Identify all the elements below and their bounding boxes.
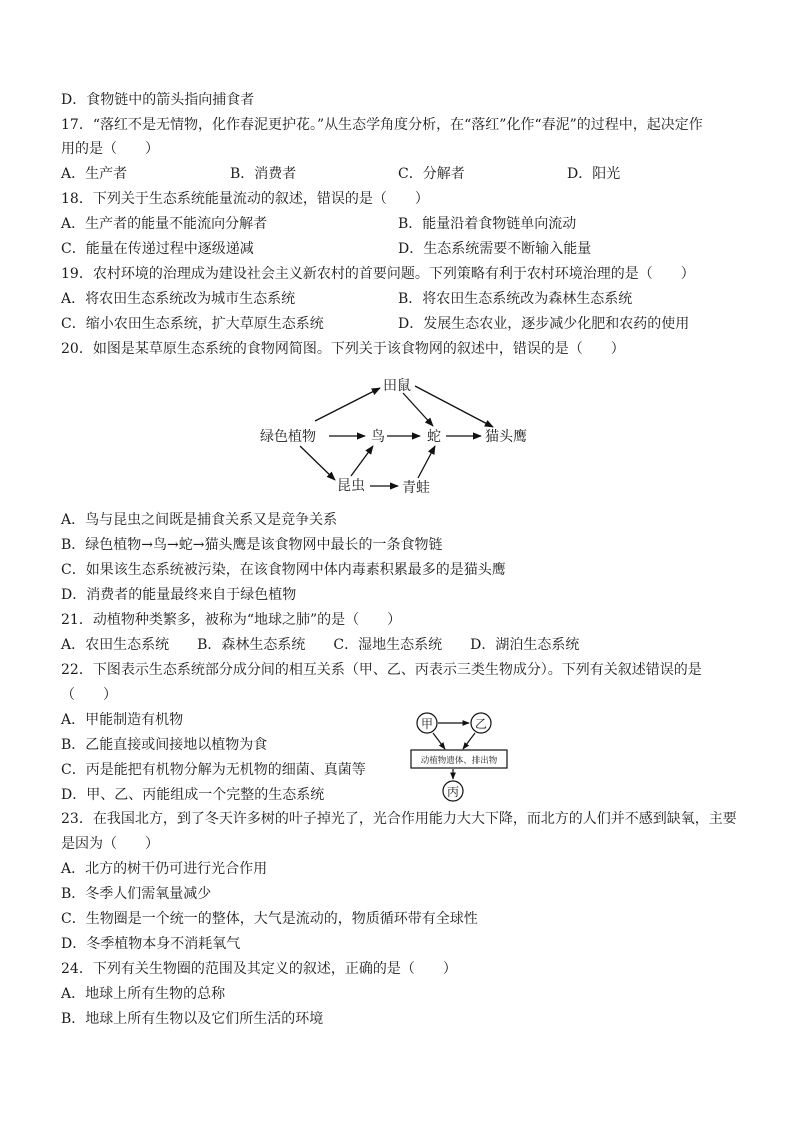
q22-option-c: C．丙是能把有机物分解为无机物的细菌、真菌等 xyxy=(61,762,366,778)
q20-option-b: B．绿色植物→鸟→蛇→猫头鹰是该食物网中最长的一条食物链 xyxy=(61,537,443,553)
q22-option-d: D．甲、乙、丙能组成一个完整的生态系统 xyxy=(61,787,325,803)
q18-option-b: B．能量沿着食物链单向流动 xyxy=(398,216,577,232)
q18-option-a: A．生产者的能量不能流向分解者 xyxy=(61,216,268,232)
q22-stem-line1: 22．下图表示生态系统部分成分间的相互关系（甲、乙、丙表示三类生物成分）。下列有关叙述错误的是 xyxy=(61,662,702,678)
node-snake: 蛇 xyxy=(427,429,441,445)
q19-option-b: B．将农田生态系统改为森林生态系统 xyxy=(398,291,633,307)
q17-stem-line2: 用的是（ ） xyxy=(61,141,159,157)
q17-option-d: D．阳光 xyxy=(567,166,621,182)
ecosystem-components-diagram xyxy=(405,708,520,806)
q18-stem: 18．下列关于生态系统能量流动的叙述，错误的是（ ） xyxy=(61,191,429,207)
q22-option-a: A．甲能制造有机物 xyxy=(61,712,184,728)
arrow-jia-to-box xyxy=(433,733,445,749)
arrow-plant-to-mouse xyxy=(315,388,380,421)
q20-option-c: C．如果该生态系统被污染，在该食物网中体内毒素积累最多的是猫头鹰 xyxy=(61,562,506,578)
arrow-frog-to-snake xyxy=(418,446,435,478)
q19-option-d: D．发展生态农业，逐步减少化肥和农药的使用 xyxy=(398,316,690,332)
q17-option-b: B．消费者 xyxy=(230,166,297,182)
node-bing-label: 丙 xyxy=(446,785,460,799)
node-yi-label: 乙 xyxy=(474,717,488,731)
q21-options: A．农田生态系统 B．森林生态系统 C．湿地生态系统 D．湖泊生态系统 xyxy=(61,637,580,653)
q17-option-c: C．分解者 xyxy=(398,166,465,182)
food-web-diagram xyxy=(255,368,545,503)
remains-box-label: 动植物遗体、排出物 xyxy=(420,756,498,766)
q23-stem-line1: 23．在我国北方，到了冬天许多树的叶子掉光了，光合作用能力大大下降，而北方的人们并不感到缺氧，主要 xyxy=(61,811,737,827)
q23-option-b: B．冬季人们需氧量减少 xyxy=(61,886,212,902)
q23-option-d: D．冬季植物本身不消耗氧气 xyxy=(61,936,241,952)
arrow-mouse-to-owl xyxy=(415,386,493,427)
q23-option-a: A．北方的树干仍可进行光合作用 xyxy=(61,861,268,877)
arrow-mouse-to-snake xyxy=(403,393,433,426)
q19-stem: 19．农村环境的治理成为建设社会主义新农村的首要问题。下列策略有利于农村环境治理的是（ ） xyxy=(61,266,695,282)
arrow-plant-to-insect xyxy=(300,446,335,480)
node-insect: 昆虫 xyxy=(337,478,365,494)
q20-stem: 20．如图是某草原生态系统的食物网简图。下列关于该食物网的叙述中，错误的是（ ） xyxy=(61,341,625,357)
arrow-yi-to-box xyxy=(463,733,475,749)
q17-stem-line1: 17．“落红不是无情物，化作春泥更护花。”从生态学角度分析，在“落红”化作“春泥”的过程中，起决定作 xyxy=(61,117,703,133)
q19-option-a: A．将农田生态系统改为城市生态系统 xyxy=(61,291,296,307)
q17-option-a: A．生产者 xyxy=(61,166,128,182)
arrow-insect-to-bird xyxy=(351,446,373,476)
q23-stem-line2: 是因为（ ） xyxy=(61,836,159,852)
q22-stem-line2: （ ） xyxy=(61,687,117,703)
node-frog: 青蛙 xyxy=(402,480,430,496)
q18-option-c: C．能量在传递过程中逐级递减 xyxy=(61,241,254,257)
node-green-plant: 绿色植物 xyxy=(260,429,316,445)
q24-option-a: A．地球上所有生物的总称 xyxy=(61,986,226,1002)
q20-option-d: D．消费者的能量最终来自于绿色植物 xyxy=(61,587,297,603)
q21-stem: 21．动植物种类繁多，被称为“地球之肺”的是（ ） xyxy=(61,612,402,628)
q24-stem: 24．下列有关生物圈的范围及其定义的叙述，正确的是（ ） xyxy=(61,961,457,977)
q16-option-d: D．食物链中的箭头指向捕食者 xyxy=(61,92,255,108)
q24-option-b: B．地球上所有生物以及它们所生活的环境 xyxy=(61,1011,324,1027)
q22-option-b: B．乙能直接或间接地以植物为食 xyxy=(61,737,268,753)
q20-option-a: A．鸟与昆虫之间既是捕食关系又是竞争关系 xyxy=(61,512,338,528)
node-field-mouse: 田鼠 xyxy=(383,378,411,394)
node-bird: 鸟 xyxy=(371,429,385,445)
q23-option-c: C．生物圈是一个统一的整体，大气是流动的，物质循环带有全球性 xyxy=(61,911,478,927)
q18-option-d: D．生态系统需要不断输入能量 xyxy=(398,241,592,257)
node-jia-label: 甲 xyxy=(420,717,434,731)
node-owl: 猫头鹰 xyxy=(485,429,527,445)
q19-option-c: C．缩小农田生态系统，扩大草原生态系统 xyxy=(61,316,324,332)
